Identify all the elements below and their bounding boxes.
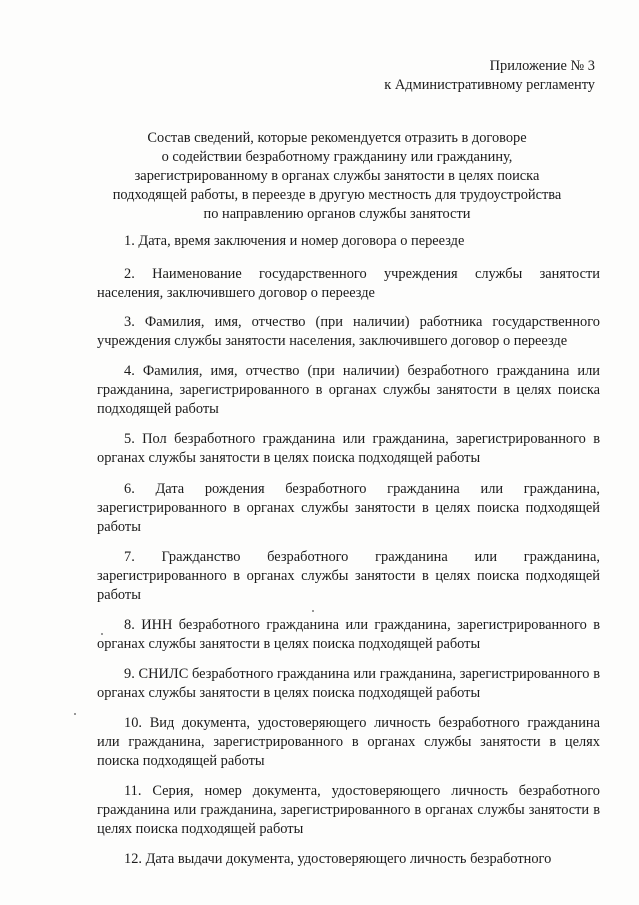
scan-speck [74,713,76,715]
list-item-5: 5. Пол безработного гражданина или гражданина, зарегистрированного в органах службы занятости в целях поиска подходящей работы [97,431,600,466]
list-item-8: 8. ИНН безработного гражданина или гражданина, зарегистрированного в органах службы занятости в целях поиска подходящей работы [97,617,600,652]
items-list [97,232,600,869]
document-title [96,129,578,224]
scan-speck [312,610,314,612]
list-item-7: 7. Гражданство безработного гражданина или гражданина, зарегистрированного в органах службы занятости в целях поиска подходящей работы [97,549,600,603]
appendix-header [384,57,595,95]
title-line: Состав сведений, которые рекомендуется отразить в договоре [147,130,527,146]
list-item-9: 9. СНИЛС безработного гражданина или гражданина, зарегистрированного в органах службы занятости в целях поиска подходящей работы [97,666,600,701]
list-item-3: 3. Фамилия, имя, отчество (при наличии) работника государственного учреждения службы занятости населения, заключившего договор о переезде [97,314,600,349]
scan-speck [101,633,103,635]
list-item-12: 12. Дата выдачи документа, удостоверяющего личность безработного [124,851,552,867]
title-line: по направлению органов службы занятости [203,206,471,222]
appendix-number: Приложение № 3 [489,58,595,74]
list-item-10: 10. Вид документа, удостоверяющего личность безработного гражданина или гражданина, зарегистрированного в органах службы занятости в целях поиска подходящей работы [97,715,600,769]
list-item-1: 1. Дата, время заключения и номер договора о переезде [124,233,465,249]
appendix-reference: к Административному регламенту [384,77,595,93]
list-item-4: 4. Фамилия, имя, отчество (при наличии) безработного гражданина или гражданина, зарегистрированного в органах службы занятости в целях поиска подходящей работы [97,363,600,417]
list-item-11: 11. Серия, номер документа, удостоверяющего личность безработного гражданина или гражданина, зарегистрированного в органах службы занятости в целях поиска подходящей работы [97,783,600,837]
title-line: подходящей работы, в переезде в другую местность для трудоустройства [112,187,562,203]
title-line: о содействии безработному гражданину или гражданину, [161,149,513,165]
title-line: зарегистрированному в органах службы занятости в целях поиска [134,168,540,184]
list-item-2: 2. Наименование государственного учреждения службы занятости населения, заключившего договор о переезде [97,266,600,301]
list-item-6: 6. Дата рождения безработного гражданина или гражданина, зарегистрированного в органах службы занятости в целях поиска подходящей работы [97,481,600,535]
